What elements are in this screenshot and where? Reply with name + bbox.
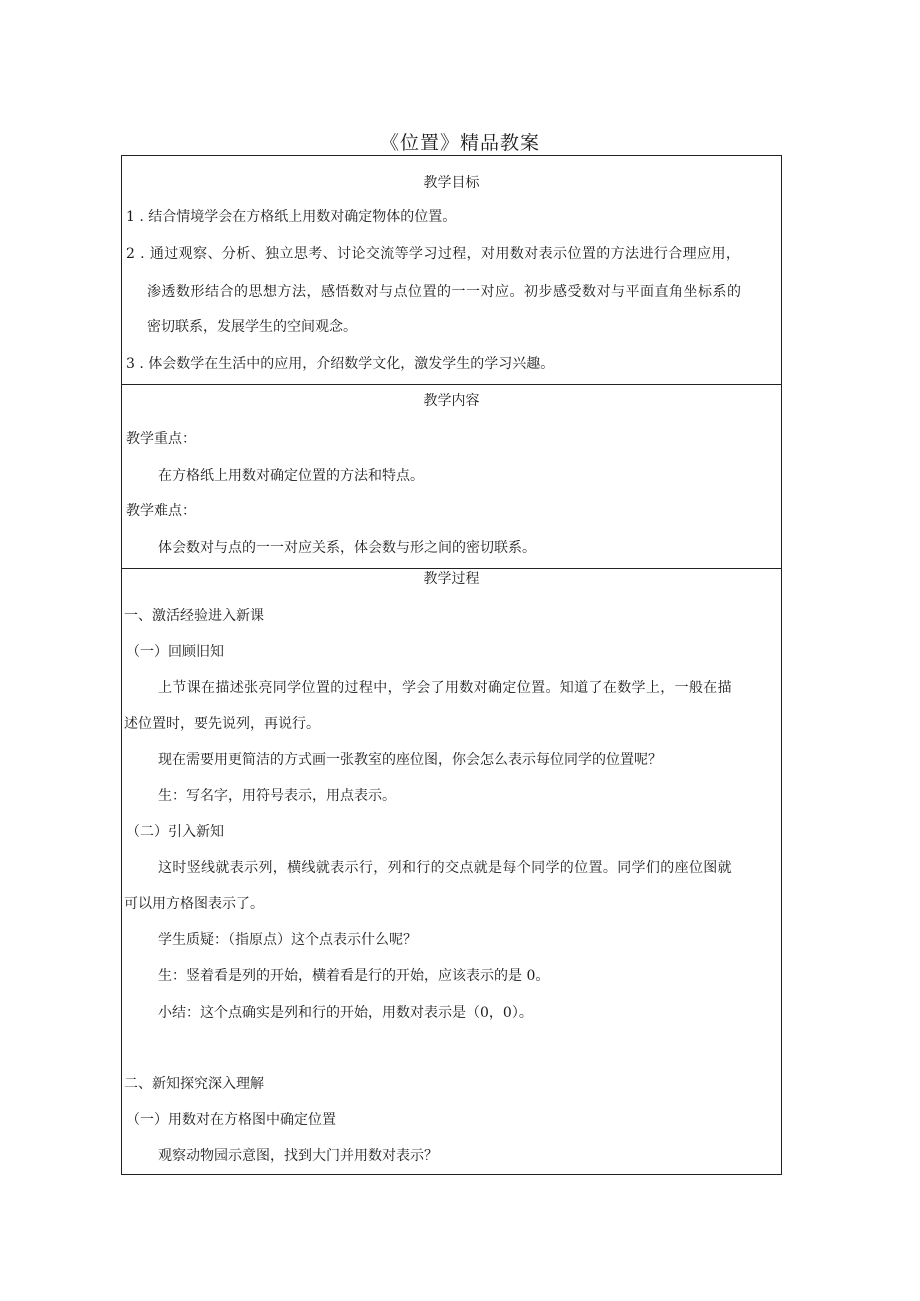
key-points-text: 在方格纸上用数对确定位置的方法和特点。 <box>158 468 424 484</box>
process-section-2: 二、新知探究深入理解 <box>124 1076 264 1092</box>
objective-line-1: 1 . 结合情境学会在方格纸上用数对确定物体的位置。 <box>126 209 457 225</box>
objective-line-4: 密切联系，发展学生的空间观念。 <box>147 319 357 335</box>
process-subsection-2: （二）引入新知 <box>126 824 224 840</box>
content-heading: 教学内容 <box>423 393 480 409</box>
objective-line-5: 3 . 体会数学在生活中的应用，介绍数学文化，激发学生的学习兴趣。 <box>126 356 555 372</box>
process-paragraph-1a: 上节课在描述张亮同学位置的过程中，学会了用数对确定位置。知道了在数学上，一般在描 <box>158 680 732 696</box>
difficulties-label: 教学难点： <box>126 503 196 519</box>
objective-line-2: 2 . 通过观察、分析、独立思考、讨论交流等学习过程，对用数对表示位置的方法进行合理应用， <box>126 246 741 262</box>
process-paragraph-1b: 述位置时，要先说列，再说行。 <box>124 716 320 732</box>
document-title: 《位置》精品教案 <box>379 132 540 154</box>
difficulties-text: 体会数对与点的一一对应关系，体会数与形之间的密切联系。 <box>158 540 536 556</box>
objectives-heading: 教学目标 <box>423 175 480 191</box>
process-subsection-1: （一）回顾旧知 <box>126 644 224 660</box>
process-student-answer-2: 生：竖着看是列的开始，横着看是行的开始，应该表示的是 0。 <box>158 968 550 984</box>
process-summary: 小结：这个点确实是列和行的开始，用数对表示是（0，0）。 <box>158 1005 533 1021</box>
content-row <box>122 385 781 569</box>
key-points-label: 教学重点： <box>126 431 196 447</box>
objective-line-3: 渗透数形结合的思想方法，感悟数对与点位置的一一对应。初步感受数对与平面直角坐标系的 <box>147 284 742 300</box>
process-paragraph-3a: 这时竖线就表示列，横线就表示行，列和行的交点就是每个同学的位置。同学们的座位图就 <box>158 860 732 876</box>
process-row <box>122 569 781 1174</box>
lesson-table <box>121 155 782 1175</box>
process-paragraph-3b: 可以用方格图表示了。 <box>124 896 264 912</box>
objectives-row <box>122 156 781 385</box>
process-paragraph-4: 观察动物园示意图，找到大门并用数对表示？ <box>158 1148 438 1164</box>
process-section-1: 一、激活经验进入新课 <box>124 608 264 624</box>
process-subsection-3: （一）用数对在方格图中确定位置 <box>126 1112 336 1128</box>
process-paragraph-2: 现在需要用更简洁的方式画一张教室的座位图，你会怎么表示每位同学的位置呢？ <box>158 752 662 768</box>
process-heading: 教学过程 <box>423 571 480 587</box>
process-student-answer-1: 生：写名字，用符号表示，用点表示。 <box>158 788 396 804</box>
process-student-question: 学生质疑：（指原点）这个点表示什么呢？ <box>158 932 417 948</box>
